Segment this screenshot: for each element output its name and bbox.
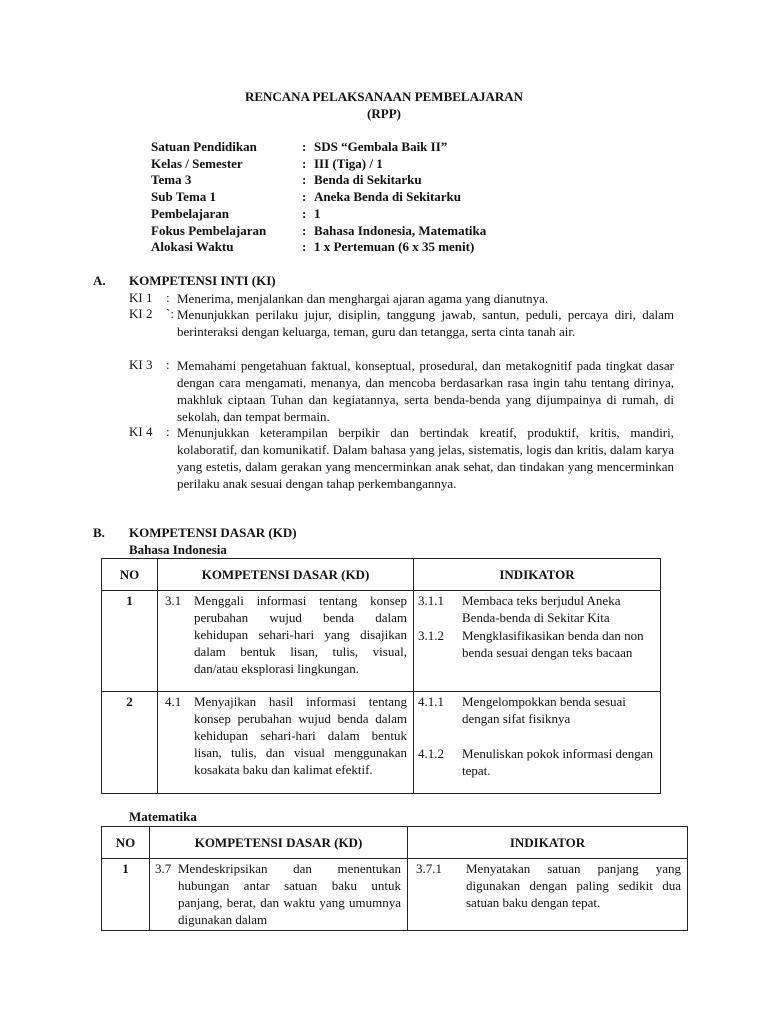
header-kd: KOMPETENSI DASAR (KD) xyxy=(150,827,408,859)
table-row xyxy=(102,859,688,931)
identity-value: 1 xyxy=(314,206,321,221)
row-number: 1 xyxy=(102,859,150,931)
section-a-title: KOMPETENSI INTI (KI) xyxy=(129,273,276,288)
kd-number: 4.1 xyxy=(165,694,182,709)
indikator-cell xyxy=(408,859,688,931)
table-row xyxy=(102,591,661,692)
identity-colon: : xyxy=(302,223,307,238)
identity-label: Fokus Pembelajaran xyxy=(151,223,267,238)
ki-text: Menunjukkan keterampilan berpikir dan bertindak kreatif, produktif, kritis, mandiri, kolaboratif, dan komunikatif. Dalam bahasa yang jelas, sistematis, logis dan kritis, dalam karya yang estetis, dalam gerakan yang mencerminkan anak sehat, dan tindakan yang mencerminkan perilaku anak sesuai dengan tahap perkembangannya. xyxy=(177,425,674,491)
header-indikator: INDIKATOR xyxy=(414,559,661,591)
indikator-text: Menuliskan pokok informasi dengan tepat. xyxy=(462,746,653,778)
identity-label: Sub Tema 1 xyxy=(151,189,217,204)
row-number: 2 xyxy=(102,692,158,794)
identity-value: III (Tiga) / 1 xyxy=(314,156,383,171)
identity-label: Kelas / Semester xyxy=(151,156,243,171)
ki-label: KI 3 xyxy=(129,357,153,372)
kd-cell xyxy=(150,859,408,931)
ki-colon: : xyxy=(166,290,170,305)
table-row xyxy=(102,692,661,794)
ki-colon: : xyxy=(166,424,170,439)
ki-text: Menunjukkan perilaku jujur, disiplin, tanggung jawab, santun, peduli, percaya diri, dalam berinteraksi dengan keluarga, teman, guru dan tetangga, serta cinta tanah air. xyxy=(177,307,674,339)
document-title: RENCANA PELAKSANAAN PEMBELAJARAN xyxy=(244,89,524,104)
indikator-text: Membaca teks berjudul Aneka Benda-benda di Sekitar Kita xyxy=(462,593,621,625)
identity-label: Tema 3 xyxy=(151,172,192,187)
kd-number: 3.1 xyxy=(165,593,182,608)
header-kd: KOMPETENSI DASAR (KD) xyxy=(158,559,414,591)
row-number: 1 xyxy=(102,591,158,692)
ki-label: KI 2 xyxy=(129,306,153,321)
section-b-letter: B. xyxy=(93,525,105,540)
identity-label: Alokasi Waktu xyxy=(151,239,234,254)
identity-label: Satuan Pendidikan xyxy=(151,139,257,154)
document-subtitle: (RPP) xyxy=(367,106,401,121)
kd-text: Menyajikan hasil informasi tentang konsep perubahan wujud benda dalam kehidupan sehari-hari dalam bentuk lisan, tulis, dan visual menggunakan kosakata baku dan kalimat efektif. xyxy=(194,694,407,777)
ki-label: KI 1 xyxy=(129,290,153,305)
kd-table-bahasa xyxy=(101,558,661,794)
kd-text: Menggali informasi tentang konsep perubahan wujud benda dalam kehidupan sehari-hari yang disajikan dalam bentuk lisan, tulis, visual, dan/atau eksplorasi lingkungan. xyxy=(194,593,407,676)
identity-value: Aneka Benda di Sekitarku xyxy=(314,189,462,204)
ki-text: Memahami pengetahuan faktual, konseptual, prosedural, dan metakognitif pada tingkat dasar dengan cara mengamati, menanya, dan mencoba berdasarkan rasa ingin tahu tentang dirinya, makhluk ciptaan Tuhan dan kegiatannya, serta benda-benda yang dijumpainya di rumah, di sekolah, dan tempat bermain. xyxy=(177,358,674,424)
indikator-number: 4.1.2 xyxy=(418,746,444,761)
identity-colon: : xyxy=(302,139,307,154)
kd-table-matematika xyxy=(101,826,688,931)
identity-colon: : xyxy=(302,156,307,171)
kd-cell xyxy=(158,692,414,794)
ki-text: Menerima, menjalankan dan menghargai ajaran agama yang dianutnya. xyxy=(177,291,549,306)
header-no: NO xyxy=(102,827,150,859)
ki-colon: `: xyxy=(166,306,174,321)
identity-colon: : xyxy=(302,189,307,204)
identity-colon: : xyxy=(302,172,307,187)
identity-value: Benda di Sekitarku xyxy=(314,172,422,187)
ki-colon: : xyxy=(166,357,170,372)
indikator-cell xyxy=(414,692,661,794)
kd-number: 3.7 xyxy=(155,861,172,876)
indikator-text: Mengelompokkan benda sesuai dengan sifat fisiknya xyxy=(462,694,626,726)
indikator-number: 4.1.1 xyxy=(418,694,444,709)
identity-colon: : xyxy=(302,239,307,254)
identity-value: SDS “Gembala Baik II” xyxy=(314,139,448,154)
kd-cell xyxy=(158,591,414,692)
subject-bahasa-indonesia: Bahasa Indonesia xyxy=(129,542,227,557)
header-no: NO xyxy=(102,559,158,591)
indikator-number: 3.7.1 xyxy=(416,861,442,876)
identity-colon: : xyxy=(302,206,307,221)
kd-text: Mendeskripsikan dan menentukan hubungan antar satuan baku untuk panjang, berat, dan waktu yang umumnya digunakan dalam xyxy=(178,861,401,927)
ki-label: KI 4 xyxy=(129,424,153,439)
section-b-title: KOMPETENSI DASAR (KD) xyxy=(129,525,297,540)
indikator-number: 3.1.2 xyxy=(418,628,444,643)
indikator-text: Menyatakan satuan panjang yang digunakan dengan paling sedikit dua satuan baku dengan tepat. xyxy=(466,861,681,910)
indikator-text: Mengklasifikasikan benda dan non benda sesuai dengan teks bacaan xyxy=(462,628,644,660)
indikator-cell xyxy=(414,591,661,692)
indikator-number: 3.1.1 xyxy=(418,593,444,608)
identity-value: 1 x Pertemuan (6 x 35 menit) xyxy=(314,239,475,254)
identity-value: Bahasa Indonesia, Matematika xyxy=(314,223,487,238)
subject-matematika: Matematika xyxy=(129,809,197,824)
identity-label: Pembelajaran xyxy=(151,206,229,221)
header-indikator: INDIKATOR xyxy=(408,827,688,859)
section-a-letter: A. xyxy=(93,273,106,288)
